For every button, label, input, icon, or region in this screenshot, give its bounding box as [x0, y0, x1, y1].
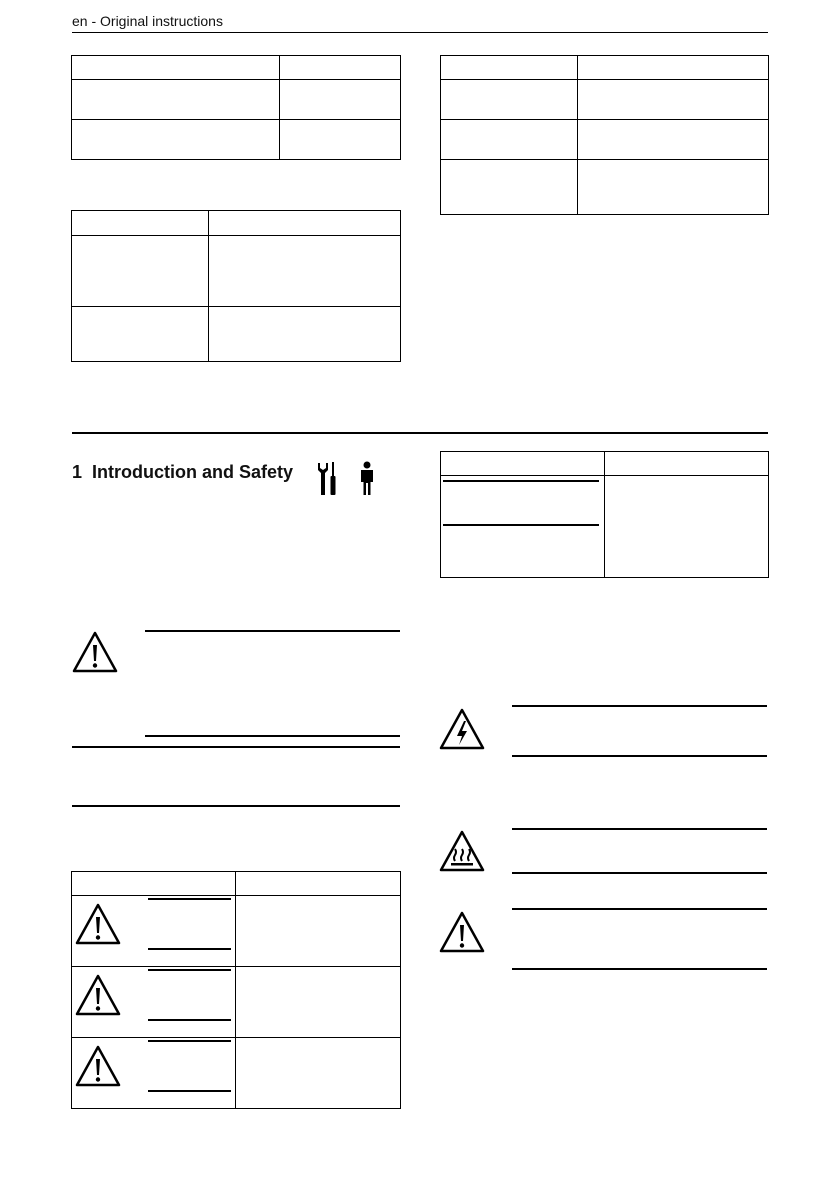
warning-triangle-icon	[71, 630, 119, 674]
table-top-right	[440, 55, 769, 215]
section-rule	[72, 746, 400, 748]
electrical-hazard-icon	[438, 707, 486, 751]
tools-icon	[315, 461, 339, 497]
hot-surface-top-rule	[512, 828, 767, 830]
warning-top-rule	[512, 908, 767, 910]
table-cell	[578, 120, 769, 160]
table-cell	[236, 1038, 401, 1109]
table-cell	[441, 476, 605, 578]
section-title-text: Introduction and Safety	[92, 462, 294, 482]
row-bottom-rule	[148, 1090, 231, 1092]
table-cell	[280, 56, 401, 80]
section-divider	[72, 432, 768, 434]
table-cell	[72, 120, 280, 160]
hot-surface-bottom-rule	[512, 872, 767, 874]
table-cell	[72, 80, 280, 120]
warning-top-rule	[145, 630, 400, 632]
table-cell	[209, 211, 401, 236]
warning-triangle-icon	[74, 973, 122, 1017]
cell-rule	[443, 480, 599, 482]
electrical-top-rule	[512, 705, 767, 707]
section-title	[72, 461, 293, 483]
section-rule	[72, 805, 400, 807]
table-cell	[72, 211, 209, 236]
warning-triangle-icon	[74, 902, 122, 946]
page-header: en - Original instructions	[72, 13, 223, 29]
table-cell	[236, 967, 401, 1038]
electrical-bottom-rule	[512, 755, 767, 757]
row-bottom-rule	[148, 948, 231, 950]
table-top-left-a	[71, 55, 401, 160]
table-cell	[72, 307, 209, 362]
warning-bottom-rule	[145, 735, 400, 737]
table-cell	[209, 307, 401, 362]
person-icon	[358, 461, 376, 497]
table-cell	[72, 236, 209, 307]
row-top-rule	[148, 969, 231, 971]
row-top-rule	[148, 898, 231, 900]
hot-surface-icon	[438, 829, 486, 873]
row-top-rule	[148, 1040, 231, 1042]
table-cell	[605, 476, 769, 578]
cell-rule	[443, 524, 599, 526]
table-cell	[441, 80, 578, 120]
header-rule	[72, 32, 768, 33]
table-cell	[578, 56, 769, 80]
warning-triangle-icon	[438, 910, 486, 954]
table-cell	[236, 896, 401, 967]
table-cell	[578, 80, 769, 120]
section-number: 1	[72, 462, 83, 482]
table-top-left-b	[71, 210, 401, 362]
table-cell	[280, 120, 401, 160]
row-bottom-rule	[148, 1019, 231, 1021]
table-cell	[441, 160, 578, 215]
table-cell	[605, 452, 769, 476]
table-cell	[72, 56, 280, 80]
table-cell	[209, 236, 401, 307]
table-right	[440, 451, 769, 578]
table-cell	[441, 452, 605, 476]
warning-bottom-rule	[512, 968, 767, 970]
table-cell	[441, 120, 578, 160]
table-cell	[578, 160, 769, 215]
table-cell	[236, 872, 401, 896]
warning-triangle-icon	[74, 1044, 122, 1088]
table-cell	[280, 80, 401, 120]
table-cell	[72, 872, 236, 896]
table-cell	[441, 56, 578, 80]
